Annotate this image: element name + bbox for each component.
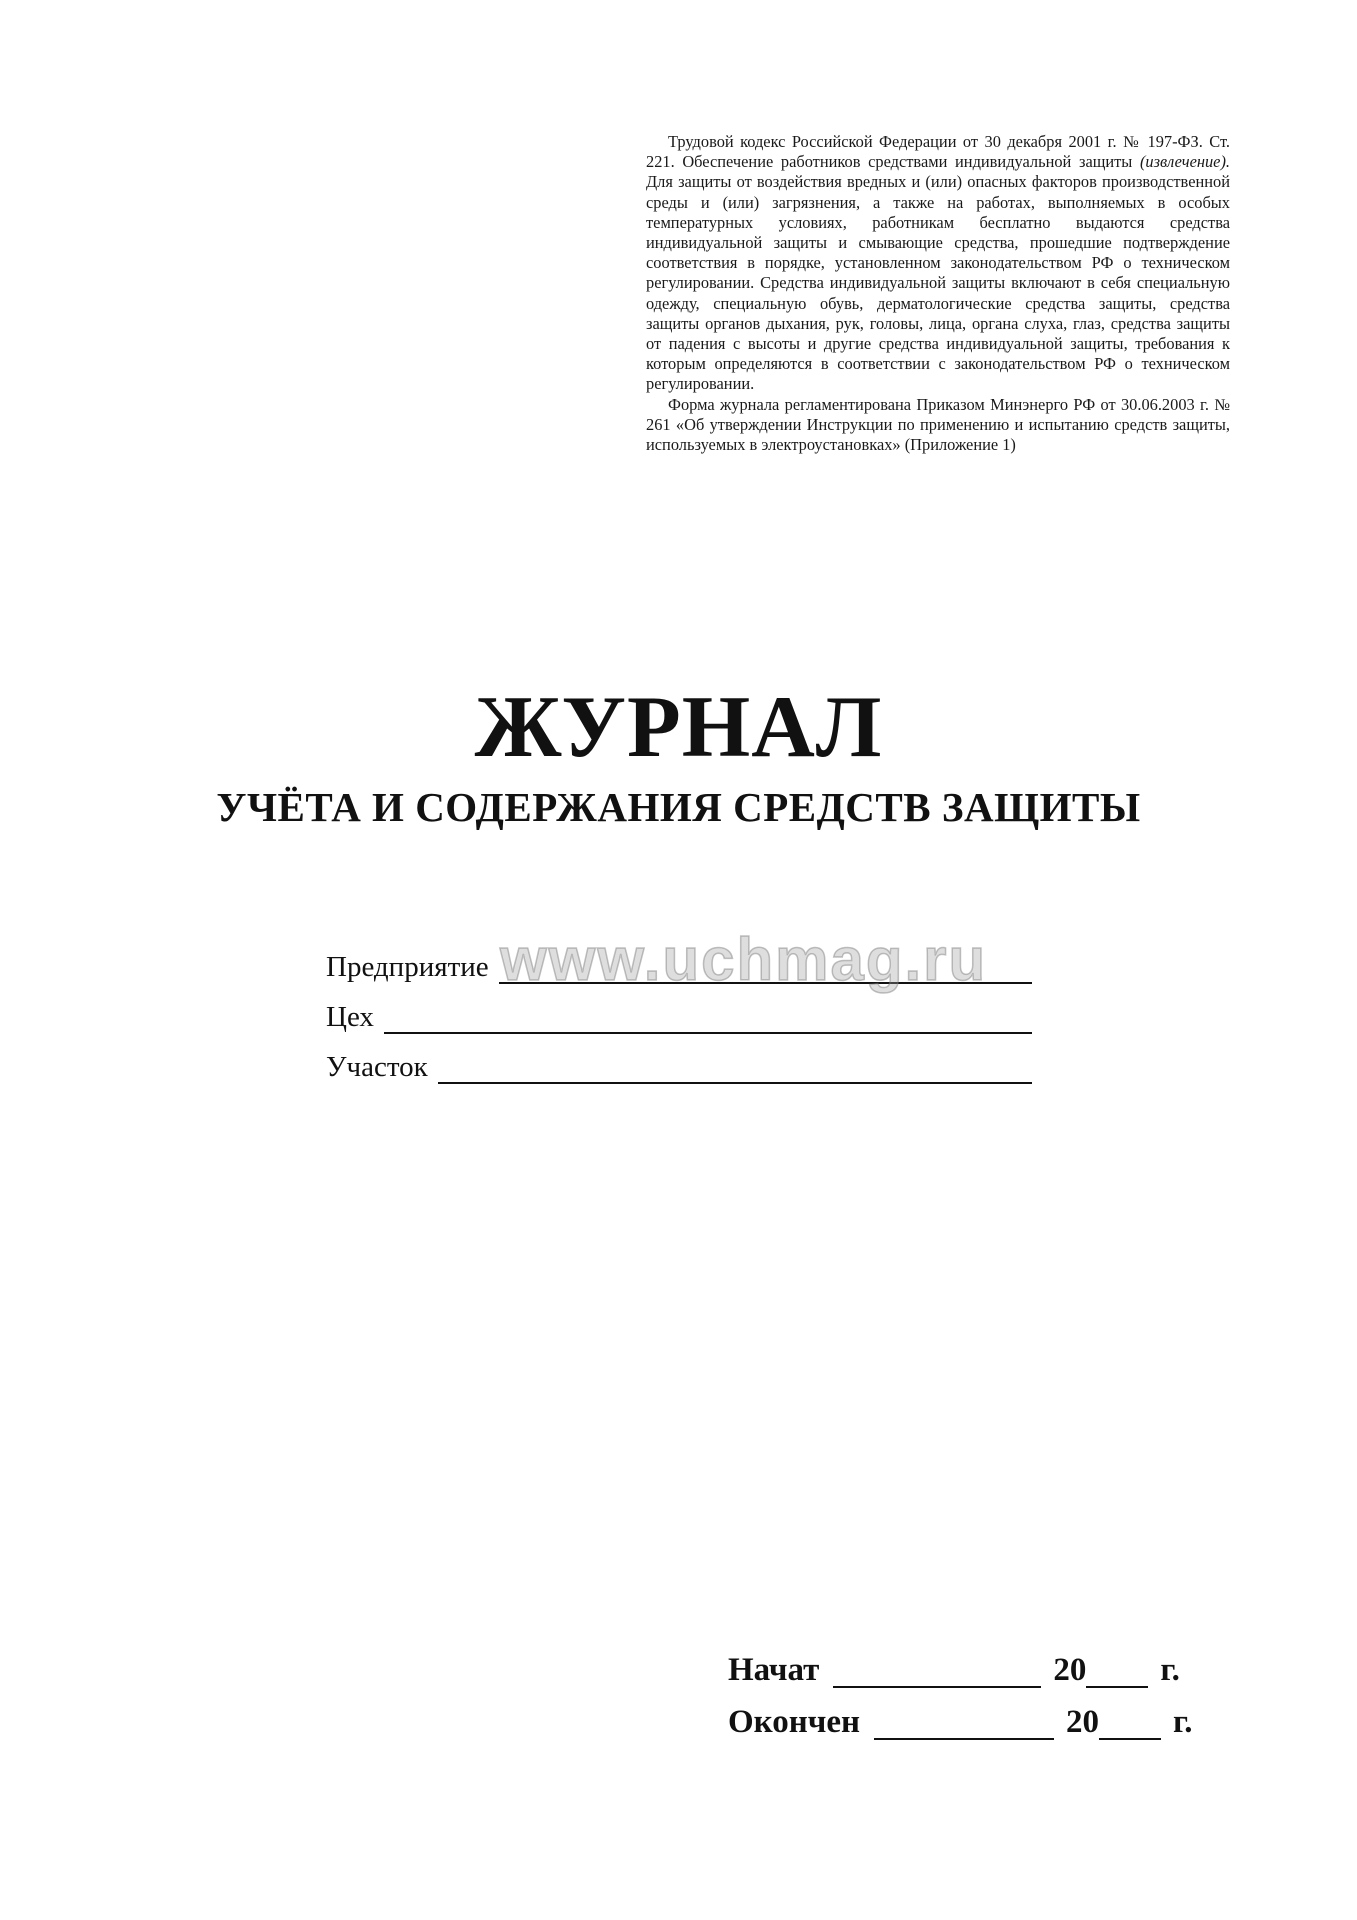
started-year-suffix: г. [1160, 1652, 1180, 1688]
area-label: Участок [326, 1051, 428, 1083]
ended-year-suffix: г. [1173, 1704, 1193, 1740]
ended-year-prefix: 20 [1066, 1704, 1100, 1740]
page-title: ЖУРНАЛ [474, 679, 883, 776]
area-blank-line[interactable] [438, 1048, 1032, 1084]
started-date-blank[interactable] [833, 1654, 1041, 1688]
ended-year-blank[interactable] [1099, 1706, 1161, 1740]
legal-paragraph-2: Форма журнала регламентирована Приказом Минэнерго РФ от 30.06.2003 г. № 261 «Об утверждении Инструкции по применению и испытанию средств защиты, используемых в электроустановках» (Приложение 1) [646, 394, 1230, 455]
shop-blank-line[interactable] [384, 998, 1032, 1034]
shop-field[interactable] [326, 990, 1032, 1034]
legal-excerpt [646, 132, 1230, 455]
enterprise-field[interactable] [326, 940, 1032, 984]
started-year-blank[interactable] [1086, 1654, 1148, 1688]
ended-label: Окончен [728, 1704, 861, 1740]
legal-text-1b: Для защиты от воздействия вредных и (или) опасных факторов производственной среды и (или) загрязнения, а также на работах, выполняемых в особых температурных условиях, работникам бесплатно выдаются средства индивидуальной защиты и смывающие средства, прошедшие подтверждение соответствия в порядке, установленном законодательством РФ о техническом регулировании. Средства индивидуальной защиты включают в себя специальную одежду, специальную обувь, дерматологические средства защиты, средства защиты органов дыхания, рук, головы, лица, органа слуха, глаз, средства защиты от падения с высоты и другие средства индивидуальной защиты, требования к которым определяются в соответствии с законодательством РФ о техническом регулировании. [646, 172, 1230, 394]
ended-row [728, 1696, 1193, 1740]
ended-date-blank[interactable] [874, 1706, 1054, 1740]
watermark: www.uchmag.ru [500, 926, 988, 993]
started-year-prefix: 20 [1053, 1652, 1087, 1688]
legal-text-1a: Трудовой кодекс Российской Федерации от 30 декабря 2001 г. № 197-ФЗ. Ст. 221. Обеспечение работников средствами индивидуальной защиты [646, 132, 1230, 172]
shop-label: Цех [326, 1001, 374, 1033]
page-subtitle: УЧЁТА И СОДЕРЖАНИЯ СРЕДСТВ ЗАЩИТЫ [216, 784, 1141, 830]
started-label: Начат [728, 1652, 820, 1688]
started-row [728, 1644, 1180, 1688]
legal-paragraph-1 [646, 132, 1230, 395]
legal-text-1-italic: (извлечение). [1139, 152, 1230, 172]
enterprise-blank-line[interactable] [499, 948, 1032, 984]
enterprise-label: Предприятие [326, 951, 489, 983]
area-field[interactable] [326, 1040, 1032, 1084]
